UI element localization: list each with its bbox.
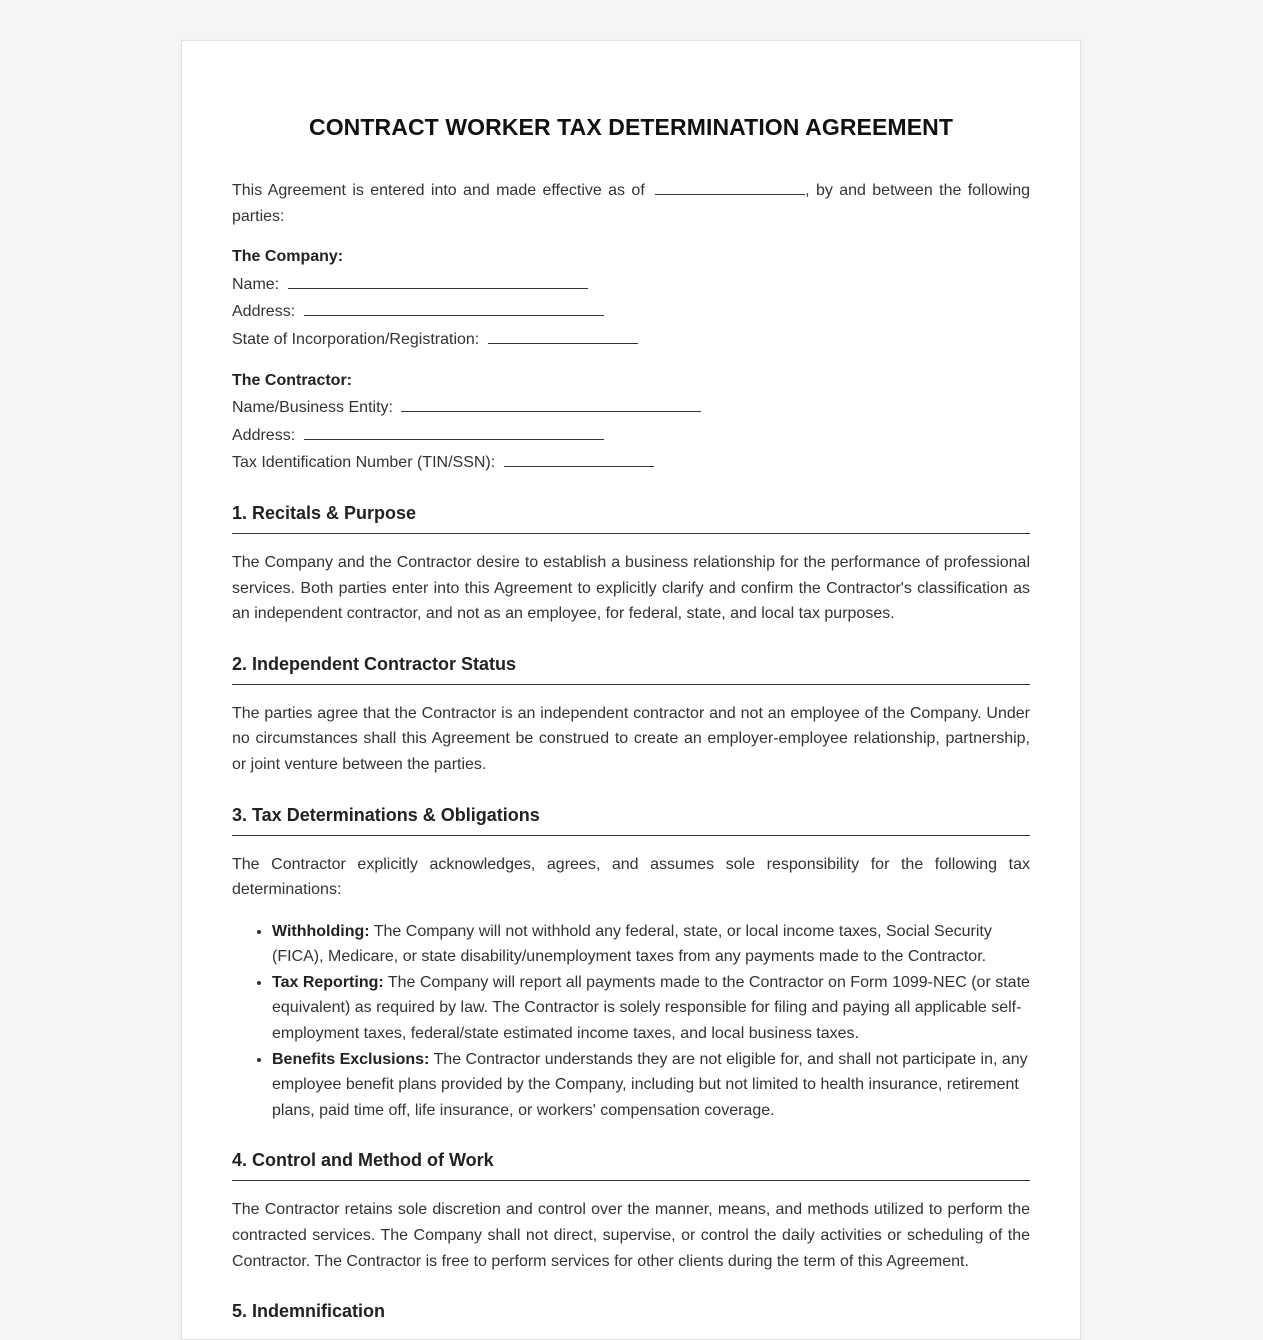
contractor-block [232, 368, 1030, 476]
list-item-text: The Contractor understands they are not eligible for, and shall not participate in, any employee benefit plans provided by the Company, including but not limited to health insurance, retirement plans, paid time off, life insurance, or workers' compensation coverage. [272, 1050, 1028, 1119]
section-body: The Contractor explicitly acknowledges, agrees, and assumes sole responsibility for the following tax determinations: [232, 855, 1030, 899]
list-item-term: Withholding: [272, 922, 370, 940]
document-title: CONTRACT WORKER TAX DETERMINATION AGREEMENT [308, 114, 953, 140]
contractor-tin-line [232, 448, 1030, 476]
list-item-text: The Company will not withhold any federal, state, or local income taxes, Social Security (FICA), Medicare, or state disability/unemployment taxes from any payments made to the Contractor. [272, 922, 992, 966]
company-address-line [232, 297, 1030, 325]
company-state-line [232, 325, 1030, 353]
contractor-tin-label: Tax Identification Number (TIN/SSN): [232, 454, 496, 472]
section-contractor-status [232, 653, 1030, 778]
contractor-address-label: Address: [232, 426, 296, 444]
section-control-method [232, 1149, 1030, 1274]
list-item [272, 970, 1030, 1047]
section-indemnification [232, 1300, 1030, 1331]
list-item [272, 919, 1030, 970]
company-address-blank[interactable] [304, 297, 604, 316]
tax-obligations-list [232, 919, 1030, 1124]
intro-paragraph [232, 176, 1030, 229]
company-address-label: Address: [232, 303, 296, 321]
list-item-term: Benefits Exclusions: [272, 1050, 430, 1068]
company-name-line [232, 270, 1030, 298]
list-item-text: The Company will report all payments made to the Contractor on Form 1099-NEC (or state equivalent) as required by law. The Contractor is solely responsible for filing and paying all applicable self-employment taxes, federal/state estimated income taxes, and local business taxes. [272, 973, 1030, 1043]
intro-text-before: This Agreement is entered into and made effective as of [232, 182, 645, 199]
contractor-name-blank[interactable] [401, 393, 701, 412]
section-body: The Contractor retains sole discretion and control over the manner, means, and methods utilized to perform the contracted services. The Company shall not direct, supervise, or control the daily activities or scheduling of the Contractor. The Contractor is free to perform services for other clients during the term of this Agreement. [232, 1201, 1030, 1270]
company-block [232, 244, 1030, 352]
contractor-name-line [232, 393, 1030, 421]
section-heading: 4. Control and Method of Work [232, 1149, 1030, 1181]
contractor-label: The Contractor: [232, 371, 352, 389]
section-tax-determinations [232, 804, 1030, 1124]
section-heading: 5. Indemnification [232, 1301, 386, 1322]
company-label: The Company: [232, 248, 344, 266]
effective-date-blank[interactable] [655, 176, 805, 195]
section-body: The Company and the Contractor desire to establish a business relationship for the performance of professional services. Both parties enter into this Agreement to explicitly clarify and confirm the Contractor's classification as an independent contractor, and not as an employee, for federal, state, and local tax purposes. [232, 553, 1030, 623]
document-page [181, 40, 1081, 1340]
section-heading: 2. Independent Contractor Status [232, 653, 1030, 685]
section-heading: 3. Tax Determinations & Obligations [232, 804, 1030, 836]
section-recitals [232, 502, 1030, 627]
section-body: The parties agree that the Contractor is an independent contractor and not an employee of the Company. Under no circumstances shall this Agreement be construed to create an employer-employee relationship, partnership, or joint venture between the parties. [232, 704, 1030, 773]
company-name-blank[interactable] [288, 270, 588, 289]
contractor-address-blank[interactable] [304, 421, 604, 440]
company-state-blank[interactable] [488, 325, 638, 344]
contractor-tin-blank[interactable] [504, 448, 654, 467]
contractor-address-line [232, 421, 1030, 449]
company-state-label: State of Incorporation/Registration: [232, 330, 480, 348]
section-heading: 1. Recitals & Purpose [232, 502, 1030, 534]
contractor-name-label: Name/Business Entity: [232, 399, 393, 417]
list-item-term: Tax Reporting: [272, 973, 384, 991]
intro-text-after: , by and between the following parties: [232, 182, 1030, 225]
company-name-label: Name: [232, 275, 280, 293]
list-item [272, 1047, 1030, 1124]
